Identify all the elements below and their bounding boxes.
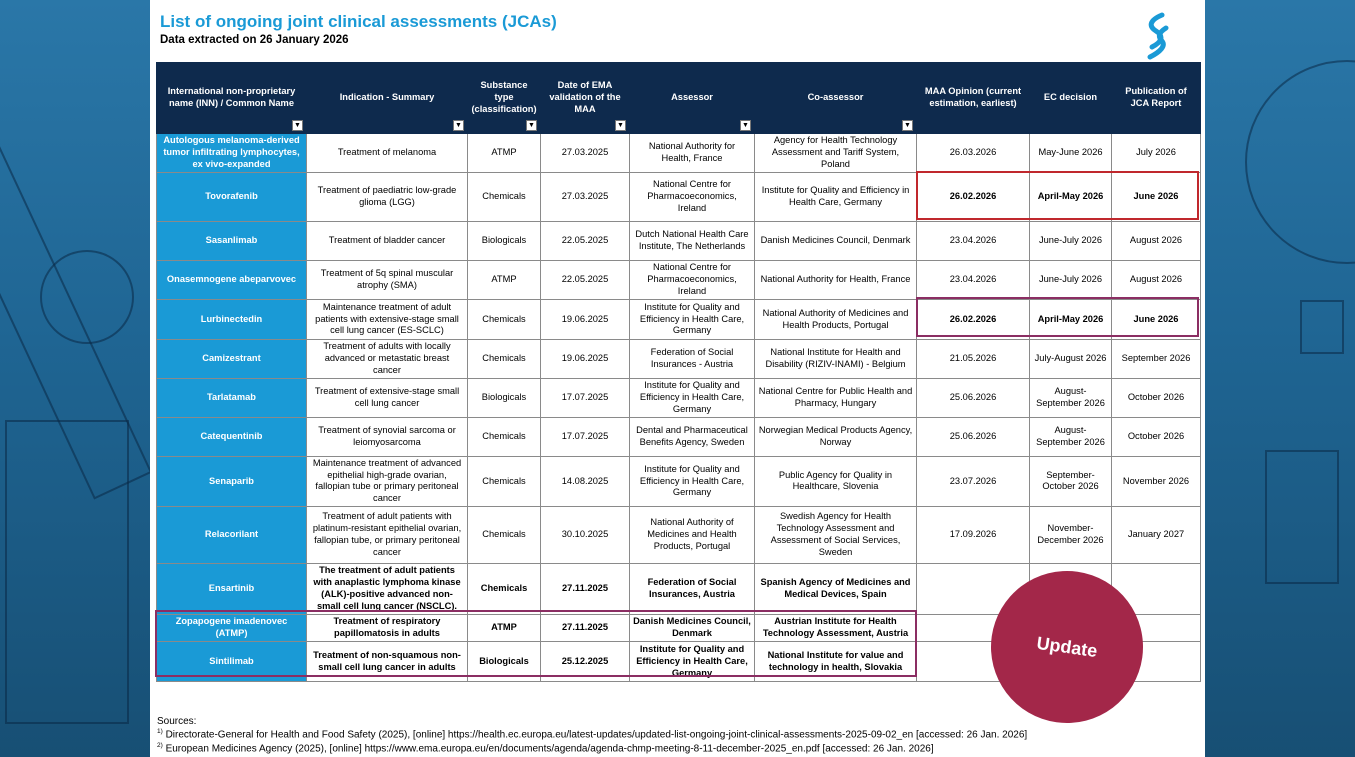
source-text: European Medicines Agency (2025), [online] https://www.ema.europa.eu/en/documents/agenda/agenda-chmp-meeting-8-11-december-2025_en.pdf [accessed: 26 Jan. 2026] [165,743,934,755]
cell-maa-opinion: 25.06.2026 [917,417,1030,456]
cell-indication: Treatment of 5q spinal muscular atrophy (SMA) [307,261,468,300]
cell-maa-opinion: 23.07.2026 [917,456,1030,507]
dome-illustration [1245,60,1355,264]
column-header-label: Co-assessor [807,92,864,103]
cell-publication: June 2026 [1112,300,1201,340]
cell-substance-type: Chemicals [468,300,541,340]
column-header-label: Date of EMA validation of the MAA [549,80,621,114]
cell-coassessor: Public Agency for Quality in Healthcare, Slovenia [755,456,917,507]
cell-validation-date: 27.03.2025 [541,173,630,222]
cell-publication: August 2026 [1112,261,1201,300]
cell-indication: Treatment of non-squamous non-small cell lung cancer in adults [307,642,468,682]
column-header-label: International non-proprietary name (INN) / Common Name [167,86,296,108]
cell-inn: Lurbinectedin [157,300,307,340]
filter-dropdown-icon[interactable]: ▼ [453,120,464,131]
cell-coassessor: Institute for Quality and Efficiency in Health Care, Germany [755,173,917,222]
cell-indication: Treatment of bladder cancer [307,222,468,261]
cell-coassessor: Austrian Institute for Health Technology Assessment, Austria [755,615,917,642]
cell-validation-date: 22.05.2025 [541,222,630,261]
cell-validation-date: 30.10.2025 [541,507,630,564]
cell-indication: Maintenance treatment of advanced epithelial high-grade ovarian, fallopian tube or primary peritoneal cancer [307,456,468,507]
cell-maa-opinion: 26.02.2026 [917,300,1030,340]
cell-inn: Camizestrant [157,340,307,379]
cell-validation-date: 19.06.2025 [541,300,630,340]
table-row [157,507,1201,564]
column-header-label: Assessor [671,92,713,103]
cell-maa-opinion: 23.04.2026 [917,222,1030,261]
column-header-label: MAA Opinion (current estimation, earliest) [924,86,1022,108]
cell-assessor: National Authority for Health, France [630,134,755,173]
table-row [157,261,1201,300]
filter-dropdown-icon[interactable]: ▼ [740,120,751,131]
cell-inn: Zopapogene imadenovec (ATMP) [157,615,307,642]
column-header-label: Publication of JCA Report [1125,86,1187,108]
cell-coassessor: National Authority for Health, France [755,261,917,300]
table-row [157,222,1201,261]
cell-substance-type: Biologicals [468,642,541,682]
cell-assessor: Dental and Pharmaceutical Benefits Agency, Sweden [630,417,755,456]
column-header-indication [307,63,468,134]
brand-s-logo-icon [1140,12,1174,60]
cell-coassessor: Spanish Agency of Medicines and Medical Devices, Spain [755,564,917,615]
cell-publication: January 2027 [1112,507,1201,564]
page-subtitle: Data extracted on 26 January 2026 [160,34,349,46]
filter-dropdown-icon[interactable]: ▼ [292,120,303,131]
cell-substance-type: Biologicals [468,379,541,418]
footnote-mark: 1) [157,728,163,736]
background-engraving-left [0,0,150,757]
update-badge: Update [981,561,1153,733]
table-row [157,456,1201,507]
cell-validation-date: 27.11.2025 [541,615,630,642]
cell-coassessor: National Authority of Medicines and Health Products, Portugal [755,300,917,340]
column-header-label: EC decision [1043,92,1098,103]
cell-ec-decision: August-September 2026 [1030,417,1112,456]
column-header-inn [157,63,307,134]
wheel-illustration [40,250,134,344]
cell-substance-type: Biologicals [468,222,541,261]
cell-assessor: Institute for Quality and Efficiency in Health Care, Germany [630,456,755,507]
cell-inn: Senaparib [157,456,307,507]
cell-substance-type: Chemicals [468,173,541,222]
cell-substance-type: ATMP [468,615,541,642]
cell-substance-type: Chemicals [468,340,541,379]
column-header-coassessor [755,63,917,134]
cell-substance-type: Chemicals [468,456,541,507]
cell-publication: July 2026 [1112,134,1201,173]
cell-maa-opinion: 25.06.2026 [917,379,1030,418]
cell-assessor: Federation of Social Insurances, Austria [630,564,755,615]
cell-substance-type: ATMP [468,261,541,300]
cell-inn: Tovorafenib [157,173,307,222]
source-text: Directorate-General for Health and Food Safety (2025), [online] https://health.ec.europa.eu/latest-updates/updated-list-ongoing-joint-clinical-assessments-2025-09-02_en [accessed: 26 Jan. 2026] [165,729,1028,741]
cell-publication: June 2026 [1112,173,1201,222]
cell-ec-decision: November-December 2026 [1030,507,1112,564]
table-header-row [157,63,1201,134]
cell-publication: August 2026 [1112,222,1201,261]
cell-assessor: Danish Medicines Council, Denmark [630,615,755,642]
cell-indication: The treatment of adult patients with anaplastic lymphoma kinase (ALK)-positive advanced non-small cell lung cancer (NSCLC). [307,564,468,615]
column-header-ec-decision [1030,63,1112,134]
cell-validation-date: 19.06.2025 [541,340,630,379]
source-item [157,728,1027,742]
astronomer-illustration [1265,450,1339,584]
sources-heading: Sources: [157,716,197,727]
table-row [157,173,1201,222]
table-row [157,417,1201,456]
cell-inn: Ensartinib [157,564,307,615]
cell-ec-decision: August-September 2026 [1030,379,1112,418]
cell-maa-opinion: 17.09.2026 [917,507,1030,564]
pedestal-illustration [5,420,129,724]
cell-publication: September 2026 [1112,340,1201,379]
cell-substance-type: Chemicals [468,417,541,456]
column-header-validation-date [541,63,630,134]
cell-validation-date: 27.11.2025 [541,564,630,615]
cell-inn: Sasanlimab [157,222,307,261]
cell-coassessor: Swedish Agency for Health Technology Assessment and Assessment of Social Services, Sweden [755,507,917,564]
cell-validation-date: 14.08.2025 [541,456,630,507]
column-header-publication [1112,63,1201,134]
window-illustration [1300,300,1344,354]
cell-ec-decision: July-August 2026 [1030,340,1112,379]
cell-indication: Treatment of respiratory papillomatosis in adults [307,615,468,642]
cell-maa-opinion: 26.03.2026 [917,134,1030,173]
cell-publication: October 2026 [1112,417,1201,456]
cell-inn: Relacorilant [157,507,307,564]
cell-maa-opinion: 23.04.2026 [917,261,1030,300]
table-row [157,379,1201,418]
cell-assessor: Institute for Quality and Efficiency in Health Care, Germany [630,300,755,340]
cell-coassessor: National Centre for Public Health and Pharmacy, Hungary [755,379,917,418]
cell-ec-decision: May-June 2026 [1030,134,1112,173]
cell-publication: November 2026 [1112,456,1201,507]
filter-dropdown-icon[interactable]: ▼ [902,120,913,131]
cell-inn: Tarlatamab [157,379,307,418]
cell-assessor: Institute for Quality and Efficiency in Health Care, Germany [630,642,755,682]
column-header-label: Substance type (classification) [471,80,537,114]
column-header-assessor [630,63,755,134]
cell-indication: Maintenance treatment of adult patients with extensive-stage small cell lung cancer (ES-SCLC) [307,300,468,340]
cell-validation-date: 17.07.2025 [541,379,630,418]
table-row [157,134,1201,173]
cell-ec-decision: April-May 2026 [1030,300,1112,340]
cell-indication: Treatment of extensive-stage small cell lung cancer [307,379,468,418]
page-title: List of ongoing joint clinical assessments (JCAs) [160,12,557,31]
column-header-substance-type [468,63,541,134]
cell-assessor: Federation of Social Insurances - Austria [630,340,755,379]
column-header-label: Indication - Summary [339,92,435,103]
cell-validation-date: 22.05.2025 [541,261,630,300]
table-row [157,300,1201,340]
cell-assessor: Dutch National Health Care Institute, The Netherlands [630,222,755,261]
cell-indication: Treatment of adult patients with platinum-resistant epithelial ovarian, fallopian tube, or primary peritoneal cancer [307,507,468,564]
cell-maa-opinion: 26.02.2026 [917,173,1030,222]
cell-coassessor: National Institute for value and technology in health, Slovakia [755,642,917,682]
filter-dropdown-icon[interactable]: ▼ [526,120,537,131]
cell-coassessor: Danish Medicines Council, Denmark [755,222,917,261]
cell-indication: Treatment of melanoma [307,134,468,173]
cell-publication: October 2026 [1112,379,1201,418]
cell-substance-type: Chemicals [468,507,541,564]
cell-inn: Autologous melanoma-derived tumor infiltrating lymphocytes, ex vivo-expanded [157,134,307,173]
cell-ec-decision: June-July 2026 [1030,222,1112,261]
cell-inn: Sintilimab [157,642,307,682]
background-engraving-right [1205,0,1355,757]
cell-indication: Treatment of adults with locally advanced or metastatic breast cancer [307,340,468,379]
cell-assessor: National Authority of Medicines and Health Products, Portugal [630,507,755,564]
source-item [157,742,1027,756]
cell-ec-decision: April-May 2026 [1030,173,1112,222]
cell-coassessor: Norwegian Medical Products Agency, Norway [755,417,917,456]
cell-coassessor: National Institute for Health and Disability (RIZIV-INAMI) - Belgium [755,340,917,379]
cell-validation-date: 25.12.2025 [541,642,630,682]
cell-validation-date: 17.07.2025 [541,417,630,456]
cell-ec-decision: September-October 2026 [1030,456,1112,507]
cell-indication: Treatment of synovial sarcoma or leiomyosarcoma [307,417,468,456]
column-header-maa-opinion [917,63,1030,134]
cell-assessor: Institute for Quality and Efficiency in Health Care, Germany [630,379,755,418]
cell-validation-date: 27.03.2025 [541,134,630,173]
cell-inn: Onasemnogene abeparvovec [157,261,307,300]
filter-dropdown-icon[interactable]: ▼ [615,120,626,131]
cell-indication: Treatment of paediatric low-grade glioma (LGG) [307,173,468,222]
cell-coassessor: Agency for Health Technology Assessment and Tariff System, Poland [755,134,917,173]
table-row [157,340,1201,379]
cell-inn: Catequentinib [157,417,307,456]
cell-assessor: National Centre for Pharmacoeconomics, Ireland [630,173,755,222]
cell-substance-type: Chemicals [468,564,541,615]
cell-assessor: National Centre for Pharmacoeconomics, Ireland [630,261,755,300]
slide-content [150,0,1205,757]
cell-ec-decision: June-July 2026 [1030,261,1112,300]
cell-substance-type: ATMP [468,134,541,173]
footnote-mark: 2) [157,741,163,749]
cell-maa-opinion: 21.05.2026 [917,340,1030,379]
sources-footnote [157,716,1027,755]
